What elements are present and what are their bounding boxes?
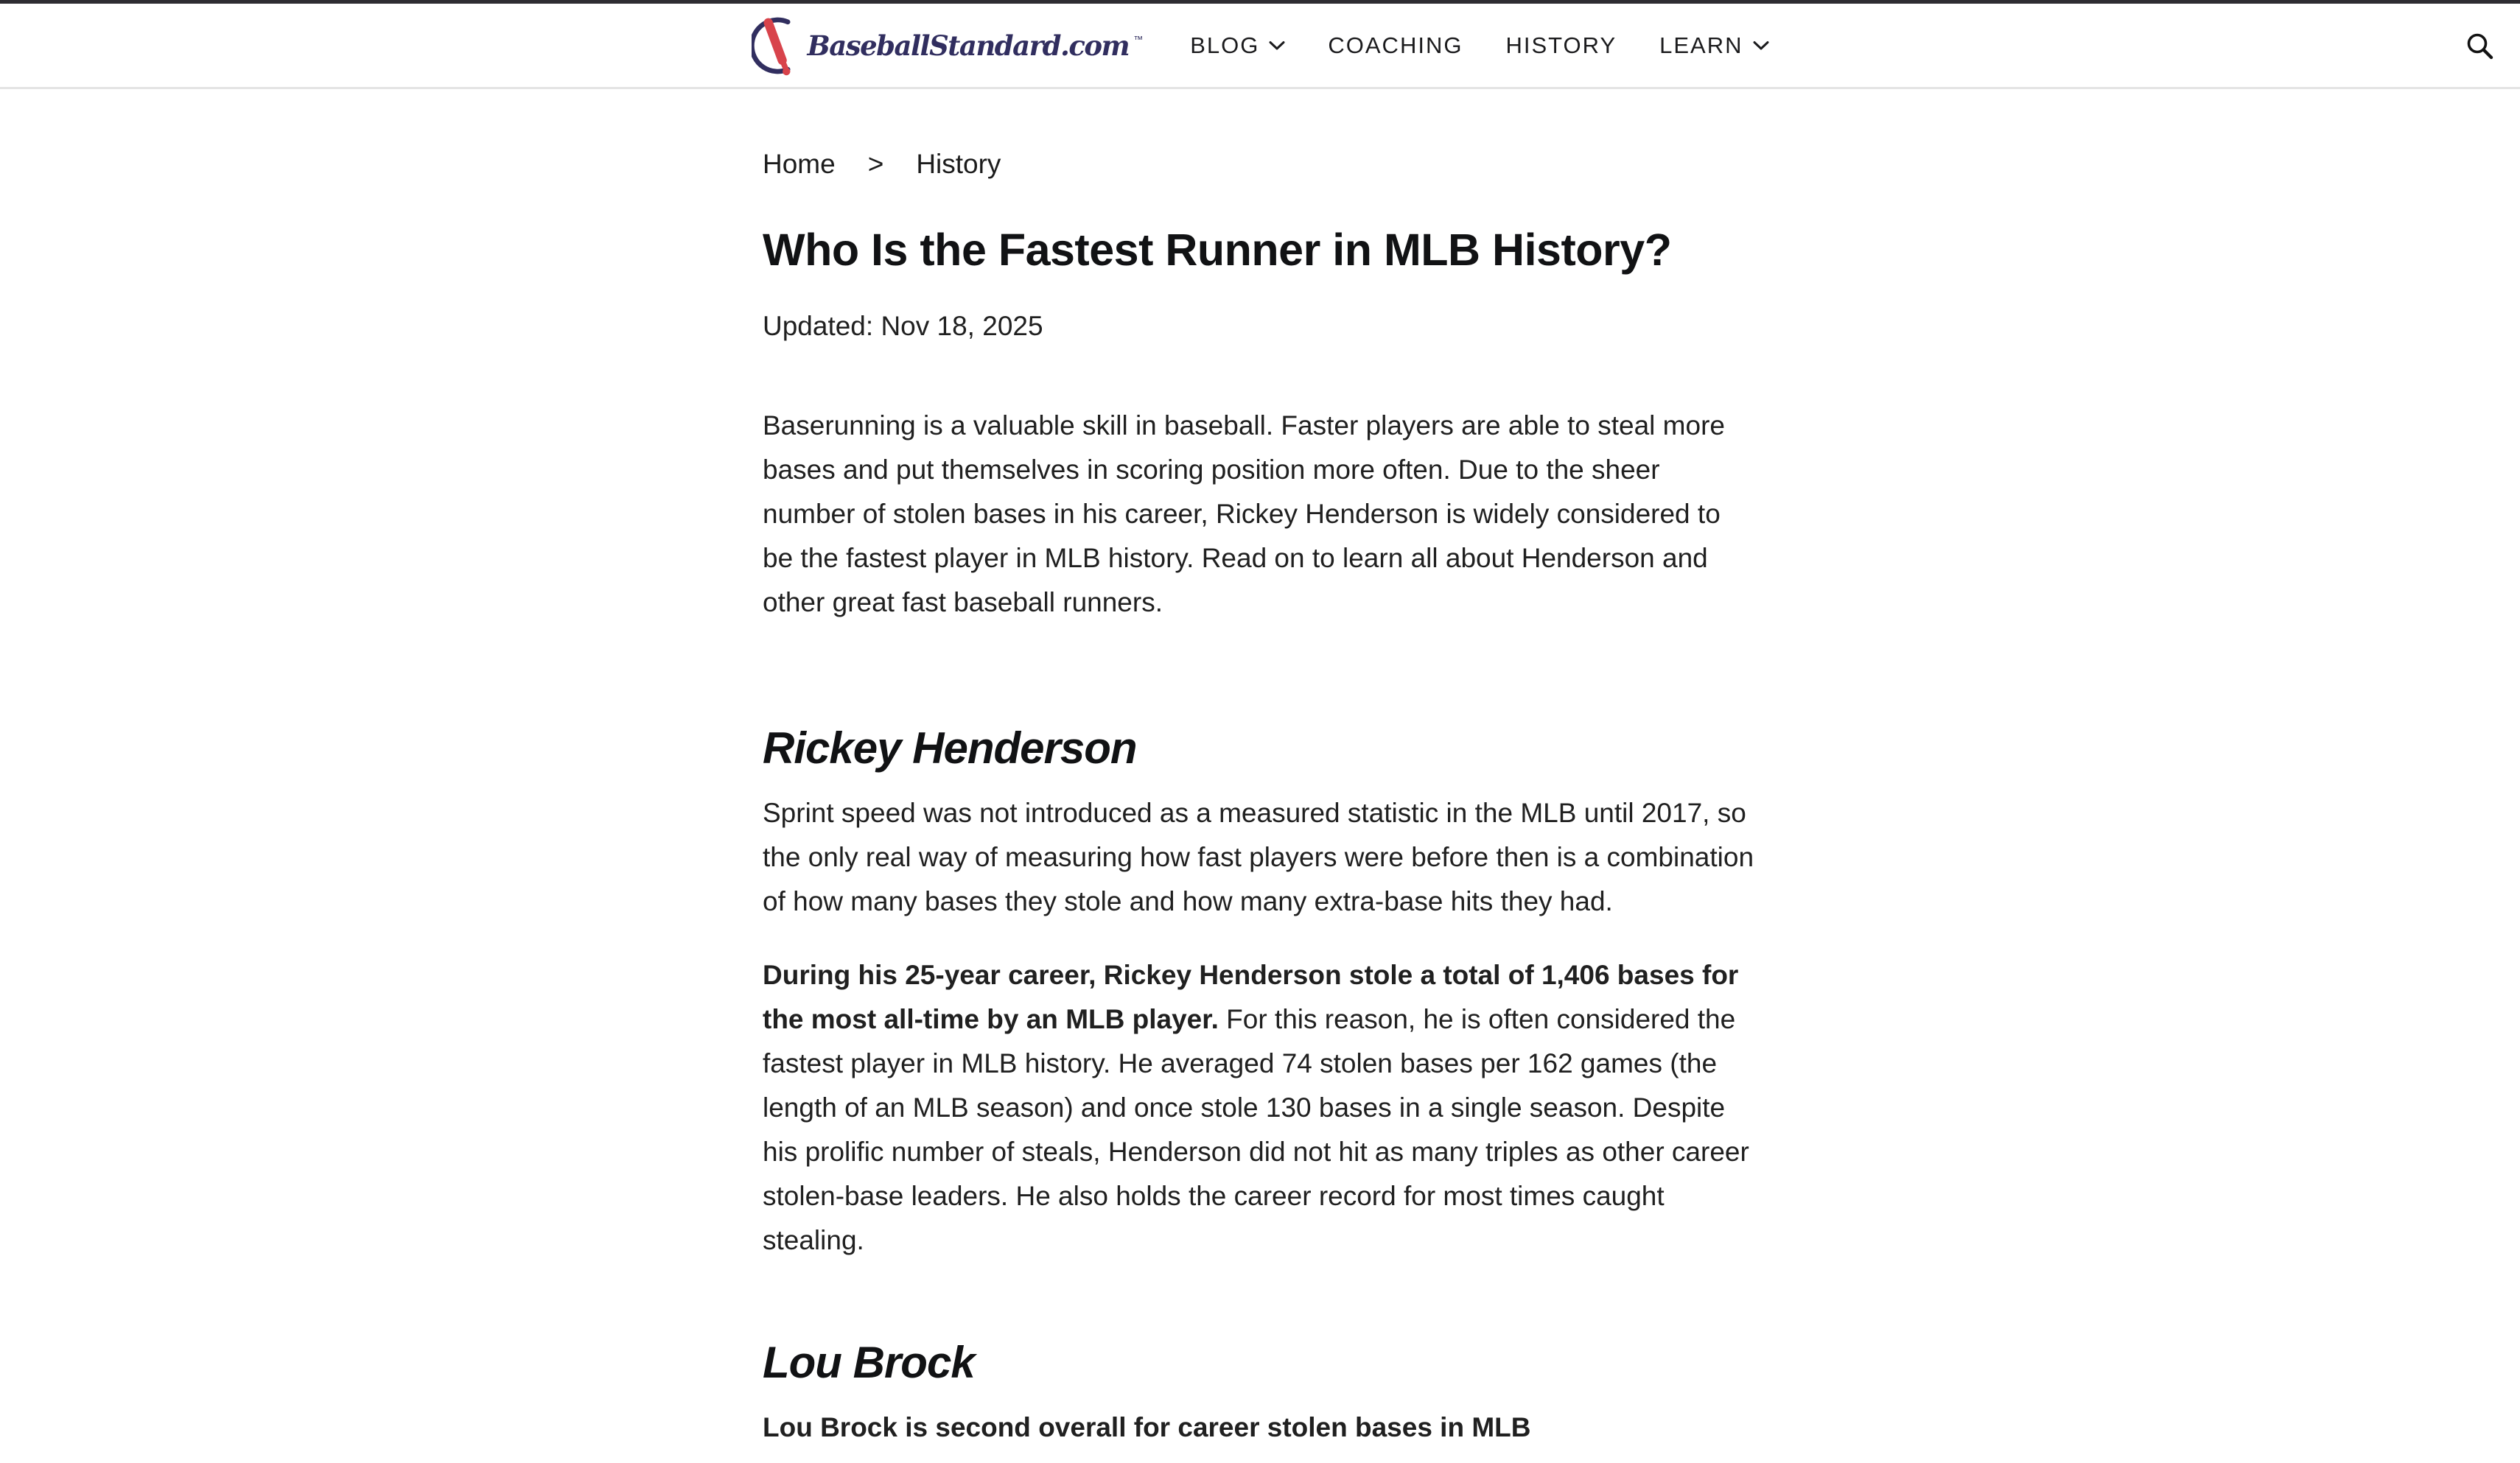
nav-item-blog[interactable] bbox=[1190, 32, 1285, 59]
rickey-paragraph-2-bold: During his 25-year career, Rickey Henderson stole a total of 1,406 bases for the most all-time by an MLB player. bbox=[763, 960, 1739, 1034]
section-heading-rickey-henderson: Rickey Henderson bbox=[763, 723, 1137, 773]
updated-date: Updated: Nov 18, 2025 bbox=[763, 311, 1043, 341]
logo-bat-icon bbox=[752, 15, 803, 77]
loubrock-paragraph-1-bold: Lou Brock is second overall for career stolen bases in MLB bbox=[763, 1412, 1531, 1442]
nav-item-coaching[interactable] bbox=[1328, 32, 1463, 59]
chevron-down-icon bbox=[1753, 41, 1769, 51]
site-logo[interactable] bbox=[752, 15, 1144, 77]
nav-item-learn-label: LEARN bbox=[1659, 32, 1743, 58]
nav-item-learn[interactable] bbox=[1659, 32, 1768, 59]
intro-paragraph: Baserunning is a valuable skill in baseball. Faster players are able to steal more bases and put themselves in scoring position more often. Due to the sheer number of stolen bases in his career, Rickey Henderson is widely considered to be the fastest player in MLB history. Read on to learn all about Henderson and other great fast baseball runners. bbox=[763, 410, 1725, 617]
page-title: Who Is the Fastest Runner in MLB History? bbox=[763, 225, 1672, 275]
logo-trademark: ™ bbox=[1133, 33, 1144, 45]
logo-text: BaseballStandard.com bbox=[807, 29, 1130, 62]
nav-item-coaching-label: COACHING bbox=[1328, 32, 1463, 58]
breadcrumb-history-link[interactable]: History bbox=[916, 149, 1001, 179]
search-icon bbox=[2463, 54, 2496, 65]
search-button[interactable] bbox=[2458, 24, 2501, 67]
nav-item-history-label: HISTORY bbox=[1505, 32, 1617, 58]
loubrock-paragraph-1 bbox=[763, 1406, 1757, 1450]
rickey-paragraph-1: Sprint speed was not introduced as a measured statistic in the MLB until 2017, so the only real way of measuring how fast players were before then is a combination of how many bases they stole and how many extra-base hits they had. bbox=[763, 798, 1754, 916]
section-heading-lou-brock: Lou Brock bbox=[763, 1338, 975, 1387]
header-group bbox=[752, 15, 1769, 77]
rickey-paragraph-2 bbox=[763, 953, 1757, 1263]
chevron-down-icon bbox=[1269, 41, 1285, 51]
nav-item-history[interactable] bbox=[1505, 32, 1617, 59]
article-main bbox=[763, 89, 1757, 1450]
breadcrumb-home-link[interactable]: Home bbox=[763, 149, 836, 179]
site-header bbox=[0, 4, 2520, 89]
breadcrumb bbox=[763, 149, 1757, 180]
rickey-paragraph-2-rest: For this reason, he is often considered the fastest player in MLB history. He averaged 74 stolen bases per 162 games (the length of an MLB season) and once stole 130 bases in a single season. Despite his prolific number of steals, Henderson did not hit as many triples as other career stolen-base leaders. He also holds the career record for most times caught stealing. bbox=[763, 1004, 1749, 1255]
main-nav bbox=[1190, 32, 1768, 59]
nav-item-blog-label: BLOG bbox=[1190, 32, 1260, 58]
breadcrumb-separator: > bbox=[867, 149, 884, 179]
